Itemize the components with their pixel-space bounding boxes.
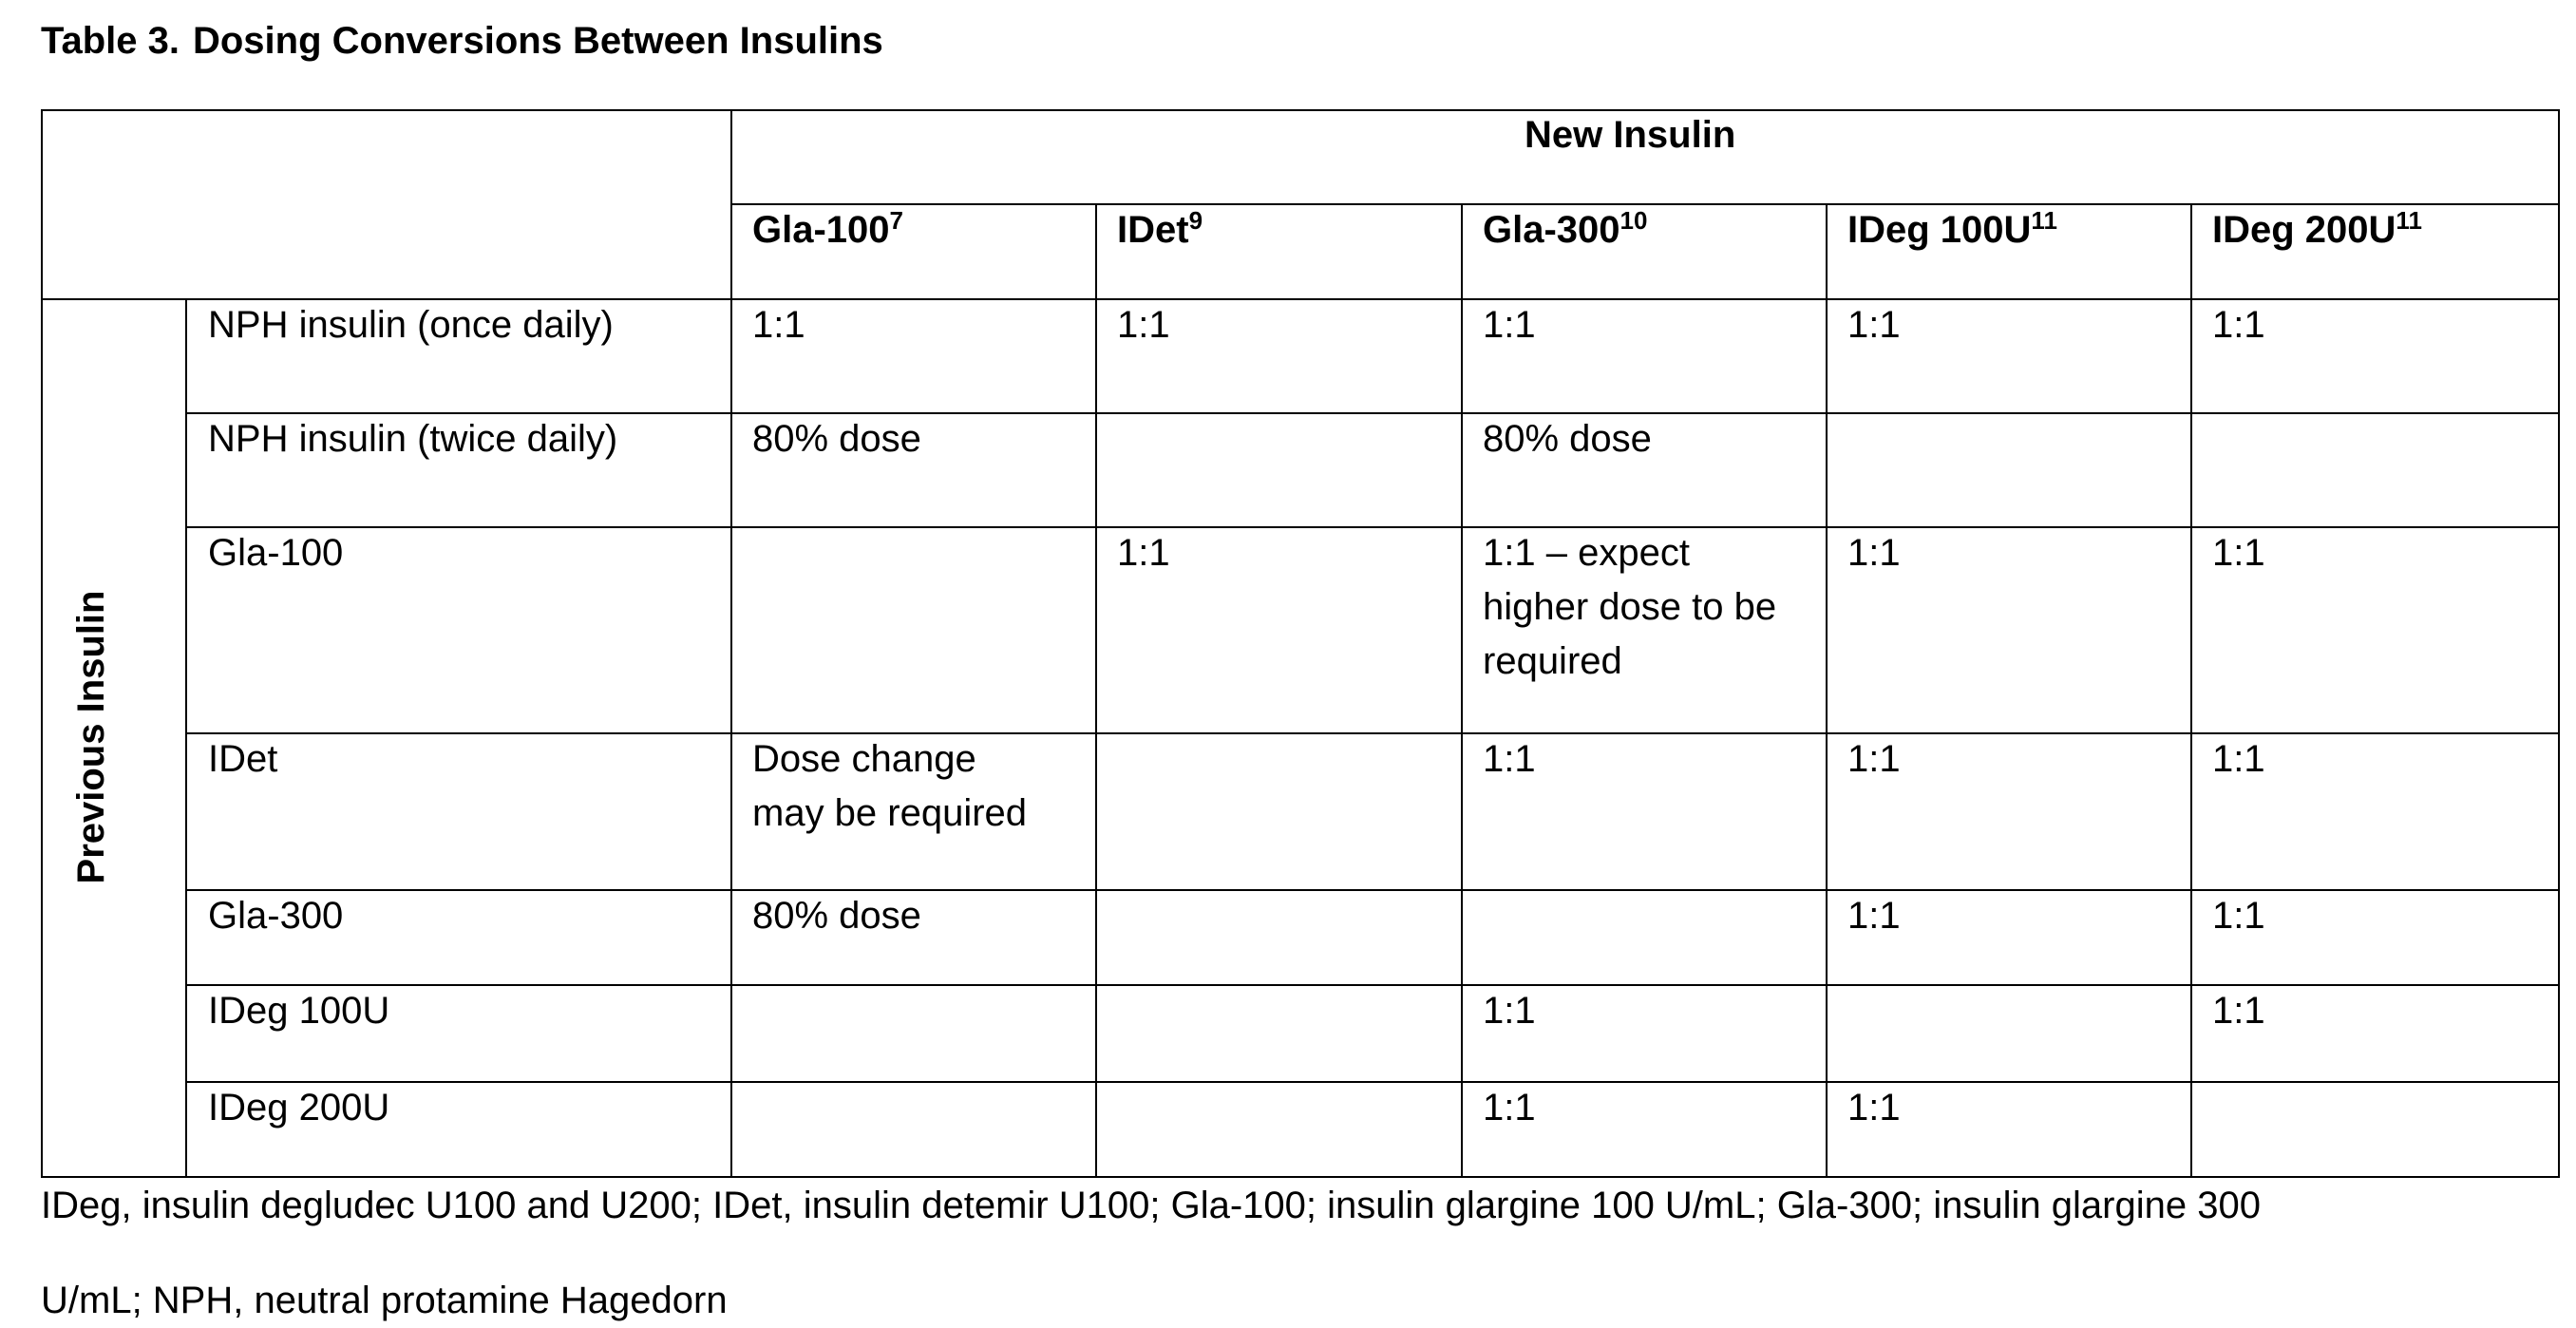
- table-cell: 1:1: [1847, 304, 1901, 346]
- row-label: IDeg 200U: [208, 1087, 390, 1129]
- table-cell: 80% dose: [752, 418, 921, 460]
- column-header: [1117, 203, 1203, 257]
- column-header: [1483, 203, 1647, 257]
- column-header: [1847, 203, 2057, 257]
- column-header-label: Gla-100: [752, 209, 890, 251]
- row-label: IDeg 100U: [208, 990, 390, 1032]
- row-divider: [186, 732, 2560, 734]
- table-cell: 1:1: [2212, 304, 2265, 346]
- new-insulin-header: New Insulin: [1525, 114, 1736, 156]
- table-cell: 1:1: [2212, 532, 2265, 574]
- table-cell: 1:1: [1847, 532, 1901, 574]
- previous-insulin-header: Previous Insulin: [70, 590, 112, 884]
- table-cell: 1:1: [1117, 304, 1170, 346]
- column-divider: [730, 109, 732, 1178]
- column-divider: [1461, 204, 1463, 1178]
- table-cell: 1:1: [1847, 895, 1901, 937]
- column-header-label: IDet: [1117, 209, 1189, 251]
- row-label: Gla-300: [208, 895, 344, 937]
- column-divider: [1826, 204, 1828, 1178]
- column-divider: [185, 299, 187, 1178]
- table-cell: 1:1: [1483, 990, 1536, 1032]
- row-divider: [186, 526, 2560, 528]
- table-cell: 1:1: [1483, 1087, 1536, 1129]
- row-label: IDet: [208, 738, 278, 780]
- column-header-reference: 7: [889, 206, 903, 235]
- column-header: [752, 203, 903, 257]
- column-header-reference: 11: [2396, 206, 2422, 235]
- table-cell: 1:1: [2212, 738, 2265, 780]
- table-cell: 1:1: [1847, 1087, 1901, 1129]
- column-header-label: IDeg 100U: [1847, 209, 2032, 251]
- table-cell: 1:1 – expect higher dose to be required: [1483, 532, 1777, 682]
- table-cell: 80% dose: [1483, 418, 1652, 460]
- column-divider: [1095, 204, 1097, 1178]
- table-cell: 1:1: [1117, 532, 1170, 574]
- column-header-reference: 10: [1619, 206, 1648, 235]
- table-number: Table 3.: [41, 20, 180, 62]
- table-caption: Dosing Conversions Between Insulins: [192, 20, 883, 62]
- table-cell: Dose change may be required: [752, 738, 1028, 834]
- row-label: Gla-100: [208, 532, 344, 574]
- conversion-table: [41, 109, 2560, 1178]
- column-header: [2212, 203, 2422, 257]
- column-divider: [2190, 204, 2192, 1178]
- table-title: [41, 17, 883, 65]
- footnote-line-1: IDeg, insulin degludec U100 and U200; IDet, insulin detemir U100; Gla-100; insulin glargine 100 U/mL; Gla-300; insulin glargine 300: [41, 1185, 2261, 1226]
- row-divider: [186, 889, 2560, 891]
- table-cell: 1:1: [752, 304, 805, 346]
- column-header-label: Gla-300: [1483, 209, 1620, 251]
- column-header-reference: 9: [1188, 206, 1203, 235]
- table-cell: 1:1: [2212, 895, 2265, 937]
- table-cell: 1:1: [1483, 304, 1536, 346]
- column-header-reference: 11: [2031, 206, 2057, 235]
- row-divider: [186, 1081, 2560, 1083]
- table-cell: 1:1: [2212, 990, 2265, 1032]
- table-cell: 1:1: [1847, 738, 1901, 780]
- table-cell: 80% dose: [752, 895, 921, 937]
- row-label: NPH insulin (twice daily): [208, 418, 618, 460]
- footnote-line-2: U/mL; NPH, neutral protamine Hagedorn: [41, 1280, 728, 1321]
- row-divider: [186, 984, 2560, 986]
- table-cell: 1:1: [1483, 738, 1536, 780]
- row-label: NPH insulin (once daily): [208, 304, 614, 346]
- column-header-label: IDeg 200U: [2212, 209, 2396, 251]
